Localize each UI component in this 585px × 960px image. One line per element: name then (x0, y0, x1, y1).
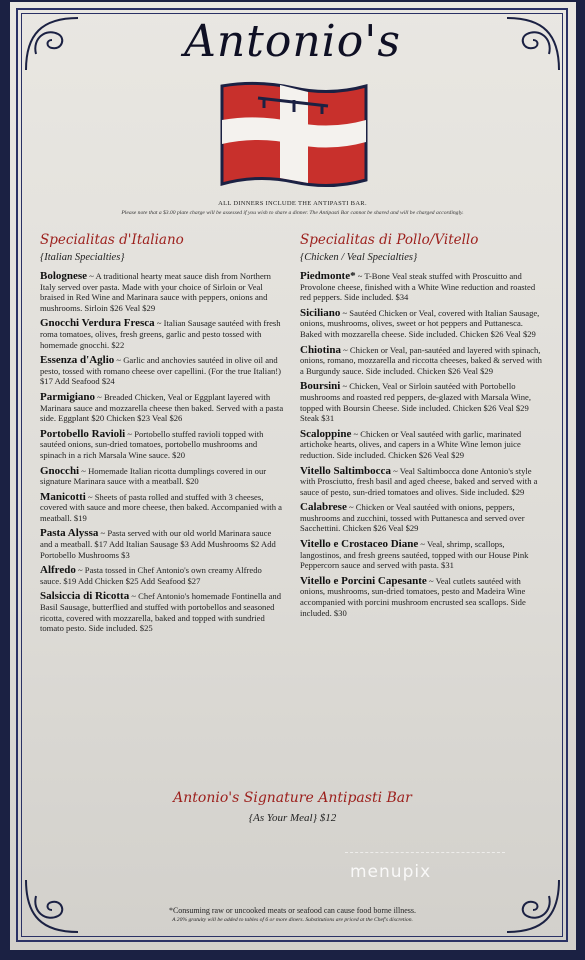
menu-item-name: Vitello Saltimbocca (300, 464, 391, 477)
menu-item-desc: ~ Chicken or Veal sautéed with onions, peppers, mushrooms and zucchini, tossed with Puttanesca and served over Sacchettini. Chicken $26 Veal $29 (300, 502, 525, 534)
menu-item-desc: ~ Portobello stuffed ravioli topped with sautéed onions, sun-dried tomatoes, portobello mushrooms and spinach in a rich Marsala Wine sauce. $20 (40, 428, 264, 460)
antipasti-price: {As Your Meal} $12 (248, 812, 337, 824)
menu-item-name: Chiotina (300, 343, 341, 356)
menu-item-name: Pasta Alyssa (40, 527, 99, 540)
menu-item-name: Piedmonte* (300, 270, 356, 282)
menu-item-desc: ~ Breaded Chicken, Veal or Eggplant layered with Marinara sauce and mozzarella cheese then baked. Served with a pasta side. Eggplant $20 Chicken $23 Veal $26 (40, 391, 284, 424)
menu-item-desc: ~ Chicken or Veal sautéed with garlic, marinated artichoke hearts, olives, and capers in a White Wine lemon juice reduction. Side included. Chicken $26 Veal $29 (300, 428, 522, 460)
plate-charge-note: Please note that a $3.00 plate charge will be assessed if you wish to share a dinner. The Antipasti Bar cannot be shared and will be charged accordingly. (121, 210, 464, 216)
section-subtitle: {Chicken / Veal Specialties} (300, 252, 418, 263)
antipasti-bar-section (0, 790, 585, 824)
menu-item-desc: ~ Sautéed Chicken or Veal, covered with Italian Sausage, onions, mushrooms, olives, sweet or hot peppers and Puttanesca. Baked with mozzarella cheese. Side included. Chicken $26 Veal $29 (300, 307, 540, 339)
menu-item (300, 539, 545, 571)
menu-item-desc: ~ Garlic and anchovies sautéed in olive oil and pesto, tossed with romano cheese over capellini. (For the true Italian!) $17 Add Seafood $24 (40, 355, 282, 387)
dinner-note: ALL DINNERS INCLUDE THE ANTIPASTI BAR. (218, 200, 367, 207)
watermark-text: menupix (350, 862, 432, 882)
menu-item (40, 271, 285, 313)
menu-item-desc: ~ Pasta tossed in Chef Antonio's own creamy Alfredo sauce. $19 Add Chicken $25 Add Seafood $27 (40, 565, 262, 586)
menu-item-name: Essenza d'Aglio (40, 354, 115, 367)
menu-item-desc: ~ Chicken or Veal, pan-sautéed and layered with spinach, onions, romano, mozzarella and riccotta cheeses, baked & served with a Burgundy sauce. Side included. Chicken $26 Veal $29 (300, 344, 542, 376)
menu-item-desc: ~ T-Bone Veal steak stuffed with Proscuitto and Provolone cheese, finished with a White Wine reduction and roasted red peppers. Side included. $34 (300, 271, 536, 303)
menu-item (300, 576, 545, 618)
menu-item (40, 429, 285, 461)
menu-item (300, 381, 545, 423)
section-subtitle: {Italian Specialties} (40, 252, 125, 263)
menu-item-desc: ~ Pasta served with our old world Marinara sauce and a meatball. $17 Add Italian Sausage $3 Add Mushrooms $2 Add Portobello Mushrooms $3 (40, 528, 276, 560)
section-title: Specialitas di Pollo/Vitello (300, 232, 479, 248)
menu-item (300, 502, 545, 534)
menu-item-name: Gnocchi Verdura Fresca (40, 317, 155, 330)
restaurant-logo: Antonio's (184, 16, 401, 67)
menu-item (40, 565, 285, 586)
menu-item (40, 466, 285, 487)
menu-item (300, 466, 545, 498)
menu-item-desc: ~ Italian Sausage sautéed with fresh roma tomatoes, olives, fresh greens, garlic and pesto tossed with homemade gnocchi. $22 (40, 318, 281, 350)
flag-icon (218, 80, 370, 188)
menu-item-desc: ~ Chef Antonio's homemade Fontinella and Basil Sausage, butterflied and stuffed with portobellos and seasoned ricotta, covered with mozzarella, baked and topped with sundried tomato pesto. Side included. $25 (40, 591, 282, 634)
menu-item-name: Boursini (300, 380, 341, 393)
menu-item-name: Salsiccia di Ricotta (40, 590, 130, 603)
chicken-veal-specialties-section (300, 232, 545, 623)
menu-item (300, 308, 545, 340)
menu-item (40, 591, 285, 633)
menu-item-desc: ~ Veal, shrimp, scallops, langostinos, and fresh greens sautéed, topped with our House Pink Peppercorn sauce and served with pasta. $31 (300, 539, 529, 571)
menu-item-name: Manicotti (40, 490, 86, 503)
food-safety-note: *Consuming raw or uncooked meats or seafood can cause food borne illness. (168, 906, 417, 915)
menu-item-name: Gnocchi (40, 464, 80, 477)
menu-item-name: Parmigiano (40, 390, 95, 403)
menu-item-name: Scaloppine (300, 427, 352, 440)
menu-item-name: Calabrese (300, 501, 347, 514)
menu-item-desc: ~ A traditional hearty meat sauce dish from Northern Italy served over pasta. Made with your choice of Sirloin or Veal braised in Red Wine and Marinara sauce with peppers, onions and mushrooms. Sirloin $26 Veal $29 (40, 271, 271, 313)
menu-item-name: Bolognese (40, 270, 88, 282)
menu-item-name: Vitello e Crostaceo Diane (300, 538, 419, 551)
menu-item (40, 392, 285, 424)
section-title: Specialitas d'Italiano (40, 232, 184, 248)
watermark-divider (345, 852, 505, 853)
antipasti-title: Antonio's Signature Antipasti Bar (173, 790, 412, 806)
italian-specialties-section (40, 232, 285, 639)
menu-item (300, 271, 545, 303)
menu-item (300, 345, 545, 377)
footer (0, 906, 585, 923)
menu-item (40, 528, 285, 560)
menu-item-name: Alfredo (40, 564, 76, 577)
gratuity-note: A 20% gratuity will be added to tables of 6 or more diners. Substitutions are priced at the Chef's discretion. (172, 917, 413, 923)
menu-item-desc: ~ Sheets of pasta rolled and stuffed with 3 cheeses, covered with sauce and more cheese, then baked. Accompanied with a meatball. $19 (40, 491, 282, 523)
menu-item-desc: ~ Veal Saltimbocca done Antonio's style with Prosciutto, fresh basil and aged cheese, baked and served with a sauce of pesto, sun-dried tomatoes and olives. Side included. $29 (300, 465, 538, 497)
menu-item (40, 492, 285, 524)
menu-item (40, 318, 285, 350)
menu-item-desc: ~ Homemade Italian ricotta dumplings covered in our signature Marinara sauce with a meatball. $20 (40, 465, 267, 487)
menu-item-desc: ~ Chicken, Veal or Sirloin sautéed with Portobello mushrooms and roasted red peppers, de-glazed with Marsala Wine, topped with Boursin Cheese. Side included. Chicken $26 Veal $29 Steak $31 (300, 381, 531, 424)
menu-item-name: Portobello Ravioli (40, 427, 126, 440)
menu-item (40, 355, 285, 387)
menu-item-desc: ~ Veal cutlets sautéed with onions, mushrooms, sun-dried tomatoes, pesto and Madeira Wine accompanied with porcini mushroom encrusted sea scallops. Side included. $30 (300, 575, 526, 618)
menu-item-name: Vitello e Porcini Capesante (300, 574, 427, 587)
menu-item (300, 429, 545, 461)
menu-item-name: Siciliano (300, 306, 341, 319)
